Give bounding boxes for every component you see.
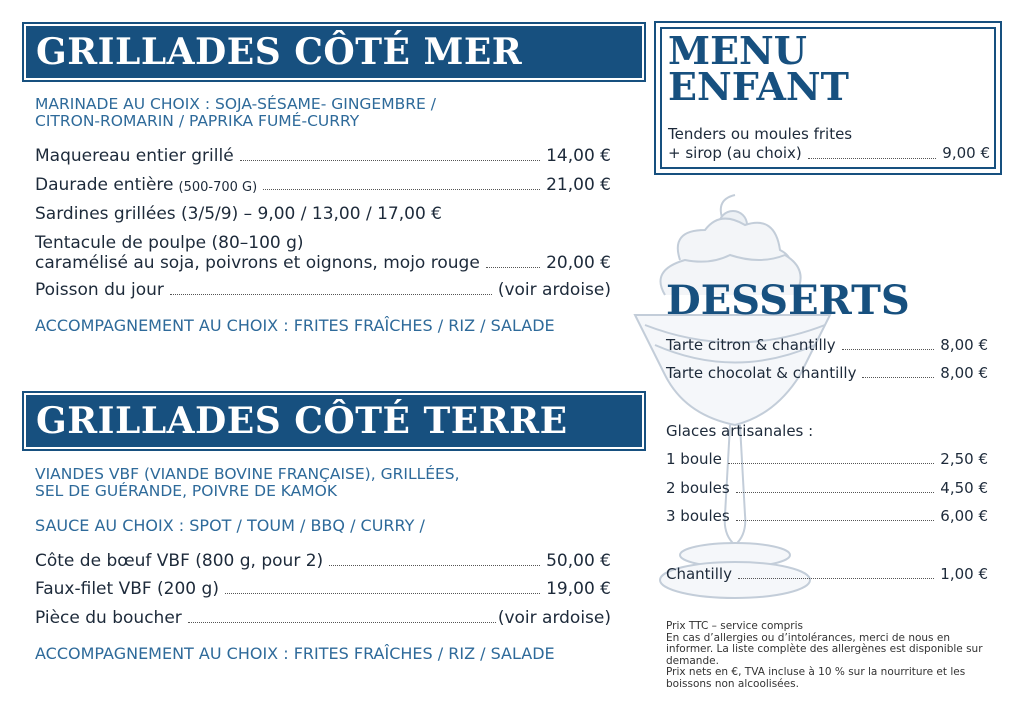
dot-leader — [486, 267, 540, 268]
mer-marinade-line1: MARINADE AU CHOIX : SOJA-SÉSAME- GINGEMBRE / — [35, 95, 436, 113]
item-price: 50,00 € — [546, 551, 611, 571]
dot-leader — [862, 377, 934, 378]
item-price: 8,00 € — [940, 336, 988, 354]
item-name: Maquereau entier grillé — [35, 146, 234, 166]
item-price: 8,00 € — [940, 364, 988, 382]
mer-item-sardines — [35, 204, 611, 224]
item-price: 6,00 € — [940, 507, 988, 525]
terre-title: GRILLADES CÔTÉ TERRE — [36, 400, 568, 442]
item-name: Tarte chocolat & chantilly — [666, 364, 857, 382]
dessert-item-chantilly — [666, 565, 988, 583]
dot-leader — [738, 578, 934, 579]
glace-1-boule — [666, 450, 988, 468]
dot-leader — [808, 158, 937, 159]
terre-banner — [26, 395, 642, 447]
terre-item-boucher — [35, 608, 611, 628]
item-name-line2: caramélisé au soja, poivrons et oignons, mojo rouge — [35, 253, 480, 273]
item-name: Sardines grillées (3/5/9) – 9,00 / 13,00 / 17,00 € — [35, 204, 442, 224]
mer-item-maquereau — [35, 146, 611, 166]
mer-title: GRILLADES CÔTÉ MER — [36, 31, 523, 73]
item-name: 1 boule — [666, 450, 722, 468]
dot-leader — [736, 520, 935, 521]
terre-item-fauxfilet — [35, 579, 611, 599]
dot-leader — [225, 593, 540, 594]
mer-item-poisson — [35, 280, 611, 300]
dot-leader — [329, 565, 540, 566]
item-price: 2,50 € — [940, 450, 988, 468]
item-price: 4,50 € — [940, 479, 988, 497]
enfant-box — [654, 21, 1002, 175]
item-name: Daurade entière — [35, 175, 174, 195]
desserts-title: DESSERTS — [666, 277, 910, 324]
item-price: (voir ardoise) — [497, 280, 611, 300]
mer-accompagnement: ACCOMPAGNEMENT AU CHOIX : FRITES FRAÎCHES / RIZ / SALADE — [35, 316, 555, 335]
footer-line3: Prix nets en €, TVA incluse à 10 % sur la nourriture et les boissons non alcoolisées. — [666, 666, 966, 690]
item-price: 20,00 € — [546, 253, 611, 273]
glaces-title: Glaces artisanales : — [666, 422, 814, 440]
enfant-title-line1: MENU — [668, 28, 807, 73]
mer-item-daurade — [35, 175, 611, 195]
mer-banner — [26, 26, 642, 78]
mer-marinade-line2: CITRON-ROMARIN / PAPRIKA FUMÉ-CURRY — [35, 112, 360, 130]
dessert-item-chocolat — [666, 364, 988, 382]
item-name-line1: Tentacule de poulpe (80–100 g) — [35, 233, 304, 253]
terre-sauce: SAUCE AU CHOIX : SPOT / TOUM / BBQ / CURRY / — [35, 516, 425, 535]
item-name: Chantilly — [666, 565, 732, 583]
footer-notes — [666, 621, 990, 690]
dot-leader — [170, 294, 492, 295]
dot-leader — [736, 492, 935, 493]
terre-viandes-line2: SEL DE GUÉRANDE, POIVRE DE KAMOK — [35, 482, 338, 500]
item-name: Tarte citron & chantilly — [666, 336, 836, 354]
enfant-price: 9,00 € — [942, 144, 990, 162]
dot-leader — [263, 189, 540, 190]
footer-line1: Prix TTC – service compris — [666, 620, 803, 632]
item-price: 21,00 € — [546, 175, 611, 195]
mer-marinade — [35, 96, 436, 130]
item-name: Côte de bœuf VBF (800 g, pour 2) — [35, 551, 324, 571]
item-price: 19,00 € — [546, 579, 611, 599]
dessert-item-citron — [666, 336, 988, 354]
footer-line2: En cas d’allergies ou d’intolérances, merci de nous en informer. La liste complète des allergènes est disponible sur demande. — [666, 631, 983, 667]
terre-item-cote — [35, 551, 611, 571]
mer-item-poulpe — [35, 233, 611, 273]
terre-viandes — [35, 466, 460, 500]
item-price: 1,00 € — [940, 565, 988, 583]
dot-leader — [240, 160, 540, 161]
item-name: 2 boules — [666, 479, 730, 497]
item-name: Faux-filet VBF (200 g) — [35, 579, 219, 599]
terre-accompagnement: ACCOMPAGNEMENT AU CHOIX : FRITES FRAÎCHES / RIZ / SALADE — [35, 644, 555, 663]
item-price: 14,00 € — [546, 146, 611, 166]
item-note: (500-700 G) — [178, 180, 258, 195]
terre-viandes-line1: VIANDES VBF (VIANDE BOVINE FRANÇAISE), GRILLÉES, — [35, 465, 460, 483]
enfant-line2: + sirop (au choix) — [668, 144, 802, 162]
glace-2-boules — [666, 479, 988, 497]
dot-leader — [842, 349, 935, 350]
glace-3-boules — [666, 507, 988, 525]
dot-leader — [728, 463, 934, 464]
dot-leader — [188, 622, 496, 623]
item-name: Poisson du jour — [35, 280, 164, 300]
item-name: 3 boules — [666, 507, 730, 525]
enfant-title-line2: ENFANT — [668, 64, 849, 109]
enfant-line1: Tenders ou moules frites — [668, 125, 853, 143]
item-price: (voir ardoise) — [497, 608, 611, 628]
item-name: Pièce du boucher — [35, 608, 182, 628]
